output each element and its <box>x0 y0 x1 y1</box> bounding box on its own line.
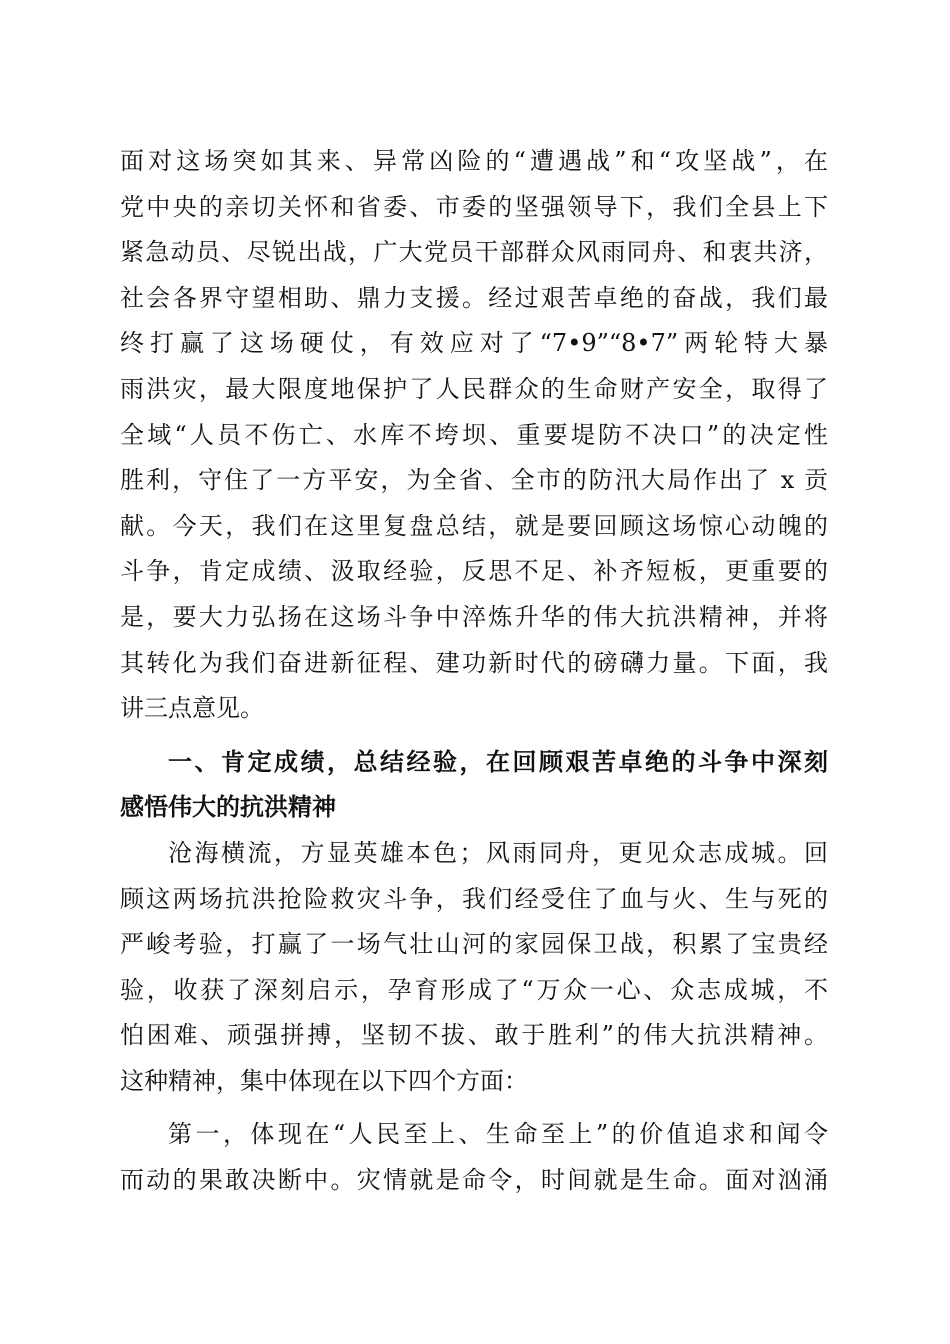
text-line: 终打赢了这场硬仗，有效应对了“7•9”“8•7”两轮特大暴 <box>120 329 828 358</box>
text-line: 讲三点意见。 <box>120 694 264 723</box>
text-line: 是，要大力弘扬在这场斗争中淬炼升华的伟大抗洪精神，并将 <box>120 602 828 631</box>
heading-line: 感悟伟大的抗洪精神 <box>120 793 336 822</box>
text-line: 紧急动员、尽锐出战，广大党员干部群众风雨同舟、和衷共济， <box>120 238 828 267</box>
text-line: 雨洪灾，最大限度地保护了人民群众的生命财产安全，取得了 <box>120 374 828 403</box>
text-line: 怕困难、顽强拼搏，坚韧不拔、敢于胜利”的伟大抗洪精神。 <box>120 1021 828 1050</box>
intro-paragraph <box>120 139 828 732</box>
text-line: 其转化为我们奋进新征程、建功新时代的磅礴力量。下面，我 <box>120 648 828 677</box>
text-line: 第一，体现在“人民至上、生命至上”的价值追求和闻令 <box>168 1120 828 1149</box>
text-line: 斗争，肯定成绩、汲取经验，反思不足、补齐短板，更重要的 <box>120 557 828 586</box>
text-line: 验，收获了深刻启示，孕育形成了“万众一心、众志成城，不 <box>120 975 828 1004</box>
text-line: 全域“人员不伤亡、水库不垮坝、重要堤防不决口”的决定性 <box>120 420 828 449</box>
text-line: 顾这两场抗洪抢险救灾斗争，我们经受住了血与火、生与死的 <box>120 884 828 913</box>
text-line: 严峻考验，打赢了一场气壮山河的家园保卫战，积累了宝贵经 <box>120 930 828 959</box>
text-line: 这种精神，集中体现在以下四个方面： <box>120 1066 528 1095</box>
section-heading <box>120 740 828 831</box>
text-line: 胜利，守住了一方平安，为全省、全市的防汛大局作出了 x 贡 <box>120 466 828 495</box>
paragraph-gap <box>120 732 828 740</box>
text-line: 面对这场突如其来、异常凶险的“遭遇战”和“攻坚战”，在 <box>120 147 828 175</box>
paragraph-gap <box>120 1104 828 1112</box>
text-line: 党中央的亲切关怀和省委、市委的坚强领导下，我们全县上下 <box>120 192 828 221</box>
body-paragraph <box>120 831 828 1105</box>
text-line: 献。今天，我们在这里复盘总结，就是要回顾这场惊心动魄的 <box>120 511 828 540</box>
text-line: 沧海横流，方显英雄本色；风雨同舟，更见众志成城。回 <box>168 838 828 867</box>
document-body <box>120 139 828 1204</box>
body-paragraph <box>120 1112 828 1203</box>
text-line: 社会各界守望相助、鼎力支援。经过艰苦卓绝的奋战，我们最 <box>120 283 828 312</box>
text-line: 而动的果敢决断中。灾情就是命令，时间就是生命。面对汹涌 <box>120 1166 828 1195</box>
heading-line: 一、肯定成绩，总结经验，在回顾艰苦卓绝的斗争中深刻 <box>168 747 828 776</box>
